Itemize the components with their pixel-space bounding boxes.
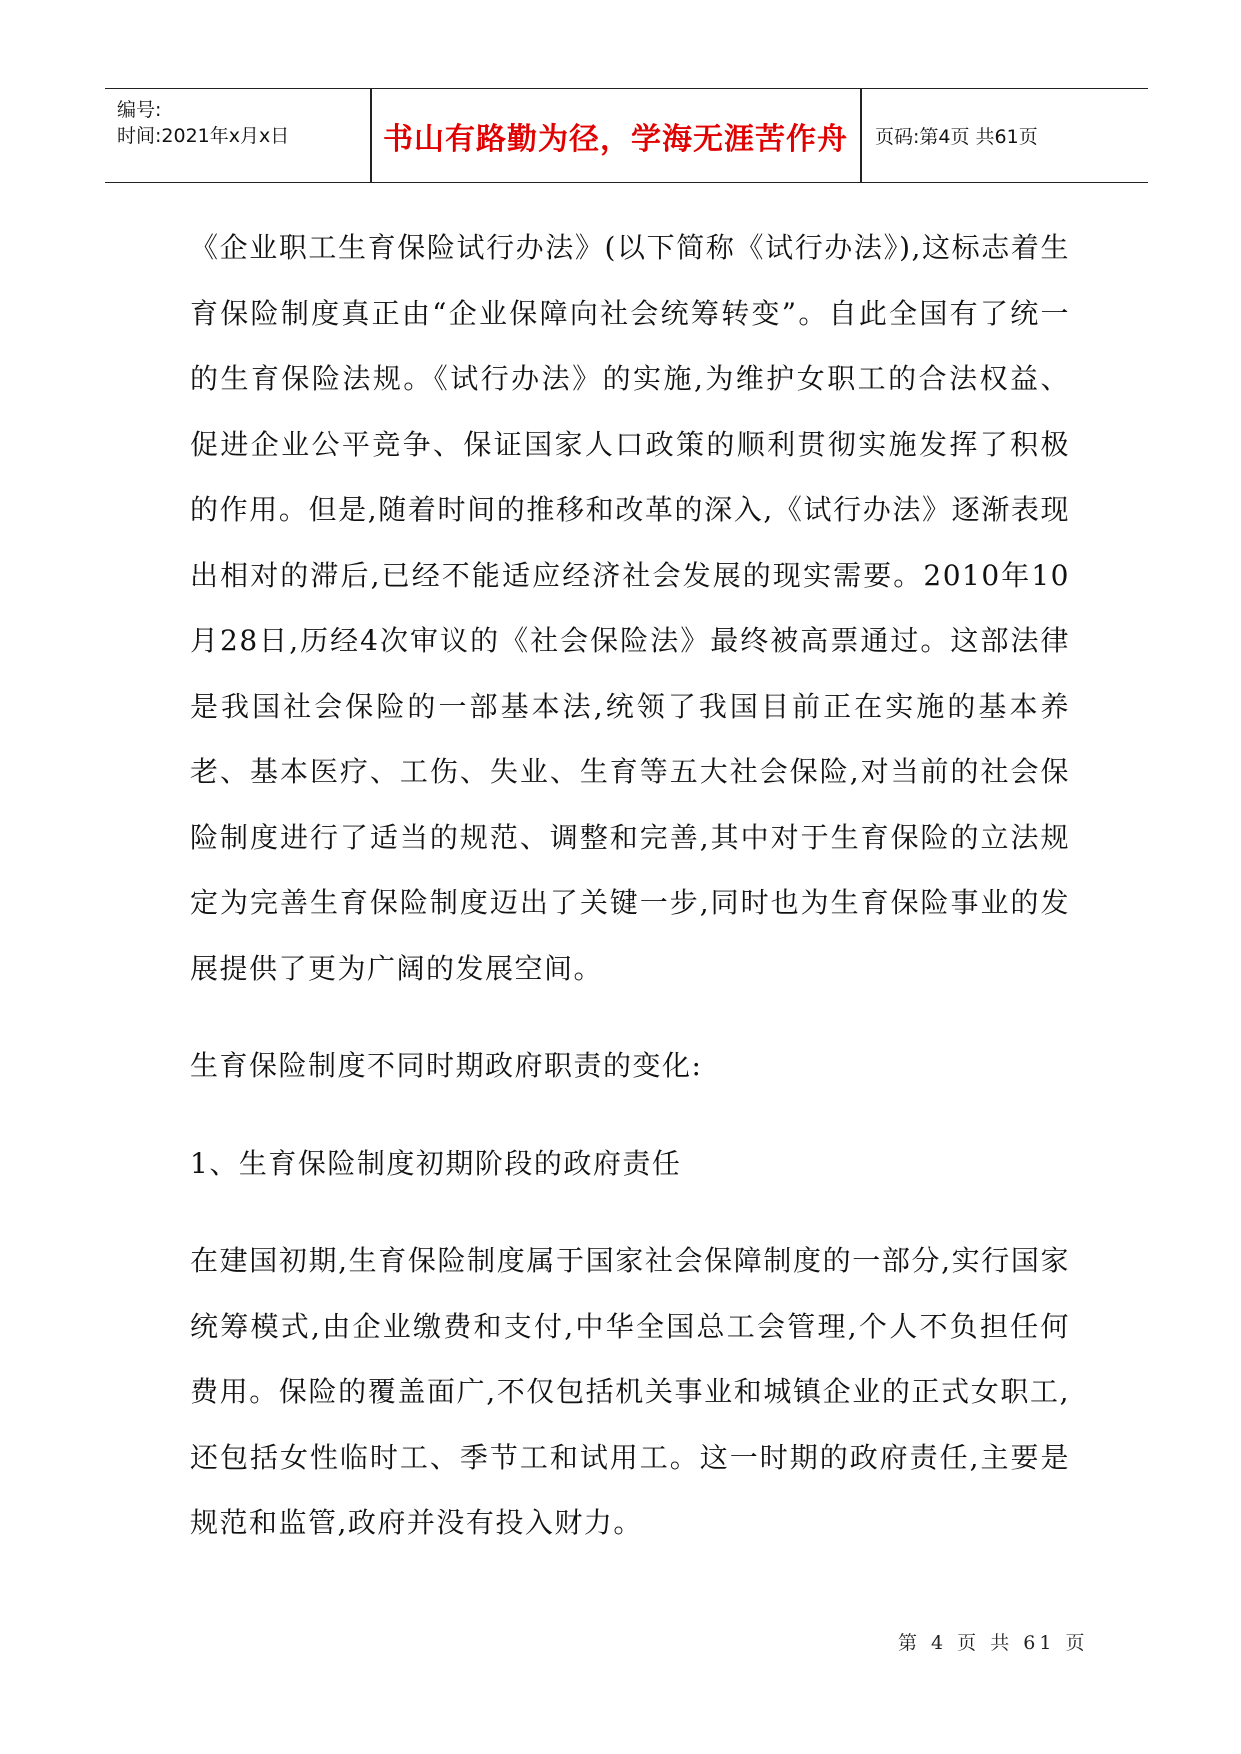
header-meta bbox=[105, 89, 370, 182]
document-body bbox=[190, 215, 1070, 1556]
document-code-label: 编号: bbox=[117, 99, 162, 121]
body-paragraph: 《企业职工生育保险试行办法》(以下简称《试行办法》),这标志着生育保险制度真正由“企业保障向社会统筹转变”。自此全国有了统一的生育保险法规。《试行办法》的实施,为维护女职工的合法权益、促进企业公平竞争、保证国家人口政策的顺利贯彻实施发挥了积极的作用。但是,随着时间的推移和改革的深入,《试行办法》逐渐表现出相对的滞后,已经不能适应经济社会发展的现实需要。2010年10月28日,历经4次审议的《社会保险法》最终被高票通过。这部法律是我国社会保险的一部基本法,统领了我国目前正在实施的基本养老、基本医疗、工伤、失业、生育等五大社会保险,对当前的社会保险制度进行了适当的规范、调整和完善,其中对于生育保险的立法规定为完善生育保险制度迈出了关键一步,同时也为生育保险事业的发展提供了更为广阔的发展空间。 bbox=[190, 231, 1070, 985]
subsection-heading: 1、生育保险制度初期阶段的政府责任 bbox=[190, 1146, 682, 1180]
header-page-info: 页码:第4页 共61页 bbox=[875, 126, 1038, 148]
body-paragraph: 在建国初期,生育保险制度属于国家社会保障制度的一部分,实行国家统筹模式,由企业缴费和支付,中华全国总工会管理,个人不负担任何费用。保险的覆盖面广,不仅包括机关事业和城镇企业的正式女职工,还包括女性临时工、季节工和试用工。这一时期的政府责任,主要是规范和监管,政府并没有投入财力。 bbox=[190, 1244, 1070, 1539]
header-motto: 书山有路勤为径，学海无涯苦作舟 bbox=[383, 121, 848, 157]
header-divider bbox=[860, 89, 862, 182]
document-time-label: 时间:2021年x月x日 bbox=[117, 125, 290, 147]
document-header bbox=[105, 88, 1148, 183]
page-footer: 第 4 页 共 61 页 bbox=[898, 1632, 1089, 1654]
section-heading: 生育保险制度不同时期政府职责的变化: bbox=[190, 1049, 703, 1082]
